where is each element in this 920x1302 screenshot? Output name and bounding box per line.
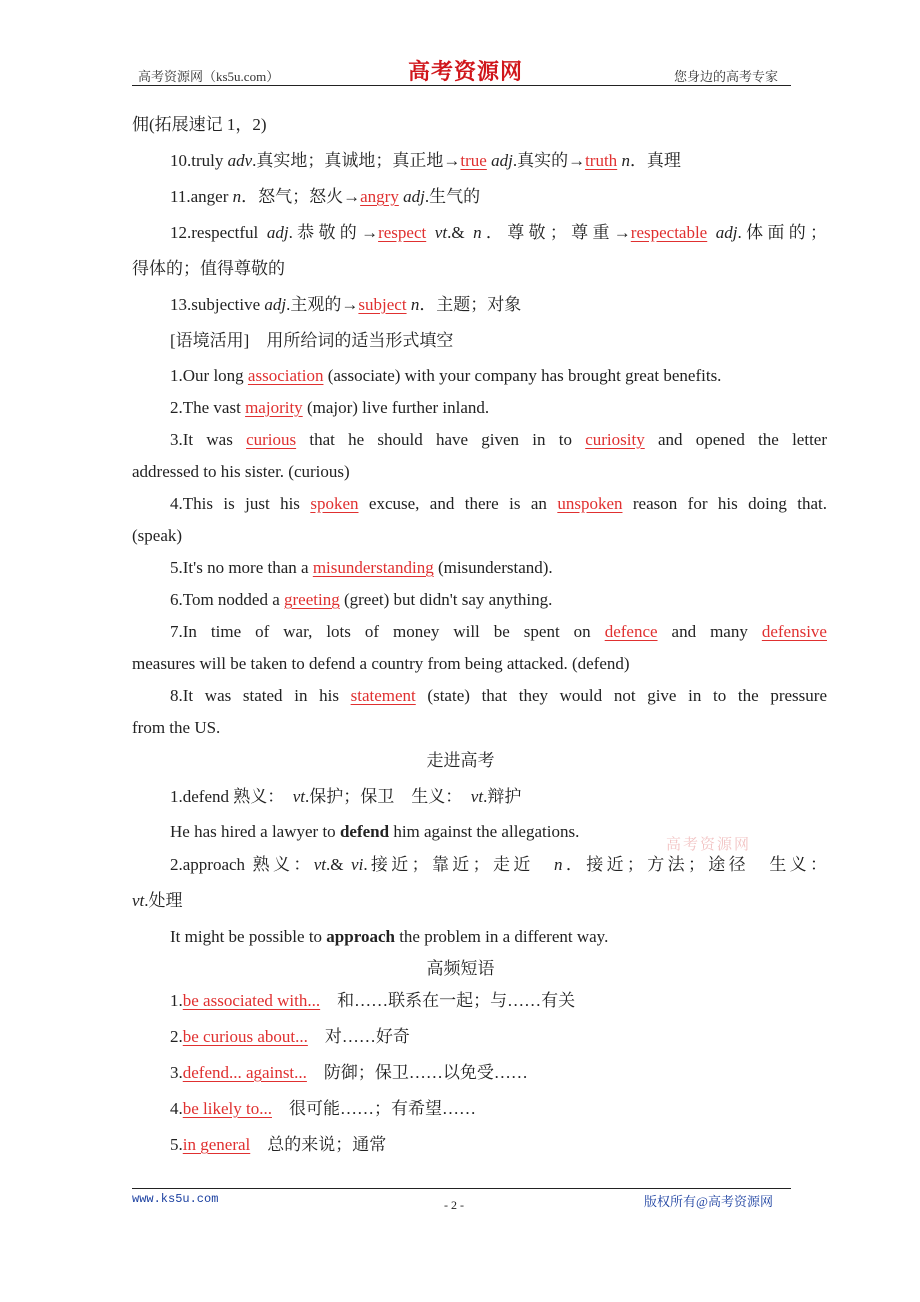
- text-segment: n: [621, 151, 630, 170]
- header-logo: 高考资源网: [408, 60, 524, 85]
- text-segment: adj: [715, 223, 738, 242]
- text-segment: .真实的→: [512, 151, 586, 170]
- text-segment: 对……好奇: [307, 1027, 410, 1046]
- text-segment: and opened the letter: [644, 430, 828, 449]
- text-segment: .接近；靠近；走近: [363, 855, 555, 874]
- section-heading: [132, 752, 789, 770]
- text-segment: (major) live further inland.: [302, 398, 490, 417]
- text-segment: 10.truly: [170, 151, 228, 170]
- text-segment: vt: [313, 855, 326, 874]
- text-segment: 3.It was: [170, 430, 247, 449]
- text-segment: 2.approach 熟义：: [170, 855, 314, 874]
- text-segment: ．接近；方法；途径 生义：: [562, 855, 828, 874]
- text-segment: 5.It's no more than a: [170, 558, 313, 577]
- text-segment: 高频短语: [426, 959, 495, 978]
- phrase-item: [132, 1100, 827, 1118]
- answer-blank: association: [247, 366, 324, 385]
- answer-blank: true: [460, 151, 487, 170]
- text-segment: excuse, and there is an: [358, 494, 558, 513]
- text-line: [132, 152, 827, 170]
- text-segment: adj: [266, 223, 289, 242]
- text-segment: vt: [434, 223, 448, 242]
- answer-blank: curiosity: [585, 430, 645, 449]
- answer-blank: defend... against...: [182, 1063, 307, 1082]
- phrase-item: [132, 992, 827, 1010]
- answer-blank: truth: [585, 151, 618, 170]
- exercise-item: [132, 655, 789, 673]
- text-segment: He has hired a lawyer to: [170, 822, 340, 841]
- watermark: 高考资源网: [666, 835, 752, 853]
- text-segment: 2.The vast: [170, 398, 246, 417]
- text-segment: measures will be taken to defend a country from being attacked. (defend): [132, 654, 630, 673]
- text-segment: defend: [339, 822, 390, 841]
- exercise-item: [132, 687, 827, 705]
- text-segment: 12.respectful: [170, 223, 267, 242]
- text-line: [132, 296, 827, 314]
- text-segment: .&: [325, 855, 352, 874]
- text-line: [132, 116, 789, 134]
- text-segment: ．怒气；怒火→: [241, 187, 361, 206]
- answer-blank: defence: [604, 622, 658, 641]
- text-segment: 佣(拓展速记 1，2): [132, 115, 267, 134]
- phrase-item: [132, 1136, 827, 1154]
- answer-blank: in general: [182, 1135, 251, 1154]
- text-segment: vt: [292, 787, 306, 806]
- text-segment: .生气的: [424, 187, 481, 206]
- exercise-item: [132, 559, 827, 577]
- text-segment: the problem in a different way.: [394, 927, 609, 946]
- text-segment: 总的来说；通常: [250, 1135, 387, 1154]
- text-segment: 6.Tom nodded a: [170, 590, 285, 609]
- text-line: [132, 260, 789, 278]
- text-segment: adj: [491, 151, 513, 170]
- answer-blank: spoken: [310, 494, 359, 513]
- exercise-item: [132, 399, 827, 417]
- text-segment: .&: [447, 223, 474, 242]
- exercise-item: [132, 367, 827, 385]
- footer-copyright: 版权所有@高考资源网: [644, 1194, 773, 1209]
- answer-blank: defensive: [761, 622, 827, 641]
- section-heading: [132, 332, 827, 350]
- text-segment: 4.: [170, 1099, 183, 1118]
- answer-blank: be curious about...: [182, 1027, 308, 1046]
- footer-divider: [132, 1188, 791, 1189]
- exercise-item: [132, 495, 827, 513]
- header-slogan: 您身边的高考专家: [674, 69, 779, 84]
- answer-blank: statement: [350, 686, 416, 705]
- phrase-item: [132, 1064, 827, 1082]
- example-sentence: [132, 823, 827, 841]
- text-segment: .真实地；真诚地；真正地→: [252, 151, 461, 170]
- text-segment: adj: [403, 187, 425, 206]
- text-segment: vi: [351, 855, 364, 874]
- answer-blank: unspoken: [557, 494, 623, 513]
- answer-blank: misunderstanding: [312, 558, 434, 577]
- text-segment: [707, 223, 716, 242]
- text-segment: ．尊敬；尊重→: [481, 223, 631, 242]
- text-segment: 1.defend 熟义：: [170, 787, 293, 806]
- text-segment: ．主题；对象: [419, 295, 522, 314]
- text-segment: addressed to his sister. (curious): [132, 462, 350, 481]
- text-segment: n: [232, 187, 242, 206]
- text-line: [132, 788, 827, 806]
- text-segment: 13.subjective: [170, 295, 265, 314]
- example-sentence: [132, 928, 827, 946]
- header-site-name: 高考资源网（ks5u.com）: [138, 69, 280, 84]
- text-segment: n: [473, 223, 482, 242]
- text-segment: and many: [657, 622, 762, 641]
- text-segment: n: [410, 295, 420, 314]
- page-number: - 2 -: [444, 1198, 464, 1212]
- text-segment: .处理: [144, 891, 183, 910]
- text-segment: adv: [227, 151, 253, 170]
- text-segment: (misunderstand).: [433, 558, 553, 577]
- text-segment: 11.anger: [170, 187, 233, 206]
- text-segment: 5.: [170, 1135, 183, 1154]
- text-segment: 3.: [170, 1063, 183, 1082]
- answer-blank: respectable: [630, 223, 708, 242]
- text-segment: (greet) but didn't say anything.: [339, 590, 553, 609]
- text-segment: that he should have given in to: [296, 430, 586, 449]
- header-divider: [132, 85, 791, 86]
- answer-blank: angry: [360, 187, 399, 206]
- exercise-item: [132, 527, 789, 545]
- text-segment: 1.: [170, 991, 183, 1010]
- text-segment: 1.Our long: [170, 366, 248, 385]
- text-segment: .主观的→: [286, 295, 359, 314]
- text-segment: 走进高考: [426, 751, 495, 770]
- text-segment: (state) that they would not give in to the pressure: [415, 686, 827, 705]
- text-segment: vt: [132, 891, 145, 910]
- text-line: [132, 856, 827, 874]
- text-segment: n: [554, 855, 563, 874]
- answer-blank: be associated with...: [182, 991, 321, 1010]
- text-segment: 2.: [170, 1027, 183, 1046]
- text-segment: 很可能……；有希望……: [271, 1099, 476, 1118]
- text-segment: [语境活用] 用所给词的适当形式填空: [170, 331, 454, 350]
- text-segment: ．真理: [629, 151, 681, 170]
- answer-blank: greeting: [284, 590, 340, 609]
- exercise-item: [132, 591, 827, 609]
- answer-blank: curious: [246, 430, 297, 449]
- text-segment: from the US.: [132, 718, 221, 737]
- footer-url-link[interactable]: www.ks5u.com: [132, 1192, 219, 1206]
- exercise-item: [132, 623, 827, 641]
- text-segment: [426, 223, 435, 242]
- text-line: [132, 224, 827, 242]
- text-segment: It might be possible to: [170, 927, 327, 946]
- text-segment: approach: [326, 927, 395, 946]
- phrase-item: [132, 1028, 827, 1046]
- text-segment: reason for his doing that.: [622, 494, 827, 513]
- text-segment: (associate) with your company has brought great benefits.: [323, 366, 722, 385]
- answer-blank: subject: [358, 295, 407, 314]
- text-segment: .保护；保卫 生义：: [305, 787, 471, 806]
- exercise-item: [132, 463, 789, 481]
- text-line: [132, 892, 789, 910]
- exercise-item: [132, 431, 827, 449]
- text-segment: .辩护: [483, 787, 522, 806]
- text-segment: (speak): [132, 526, 183, 545]
- text-segment: him against the allegations.: [389, 822, 580, 841]
- text-segment: .恭敬的→: [288, 223, 379, 242]
- exercise-item: [132, 719, 789, 737]
- text-segment: adj: [264, 295, 287, 314]
- text-segment: 和……联系在一起；与……有关: [320, 991, 576, 1010]
- text-segment: vt: [470, 787, 484, 806]
- text-line: [132, 188, 827, 206]
- section-heading: [132, 960, 789, 978]
- text-segment: .体面的；: [737, 223, 828, 242]
- text-segment: 4.This is just his: [170, 494, 311, 513]
- text-segment: 7.In time of war, lots of money will be spent on: [170, 622, 605, 641]
- text-segment: 得体的；值得尊敬的: [132, 259, 285, 278]
- text-segment: 防御；保卫……以免受……: [306, 1063, 528, 1082]
- answer-blank: majority: [245, 398, 303, 417]
- text-segment: 8.It was stated in his: [170, 686, 351, 705]
- answer-blank: respect: [378, 223, 427, 242]
- answer-blank: be likely to...: [182, 1099, 272, 1118]
